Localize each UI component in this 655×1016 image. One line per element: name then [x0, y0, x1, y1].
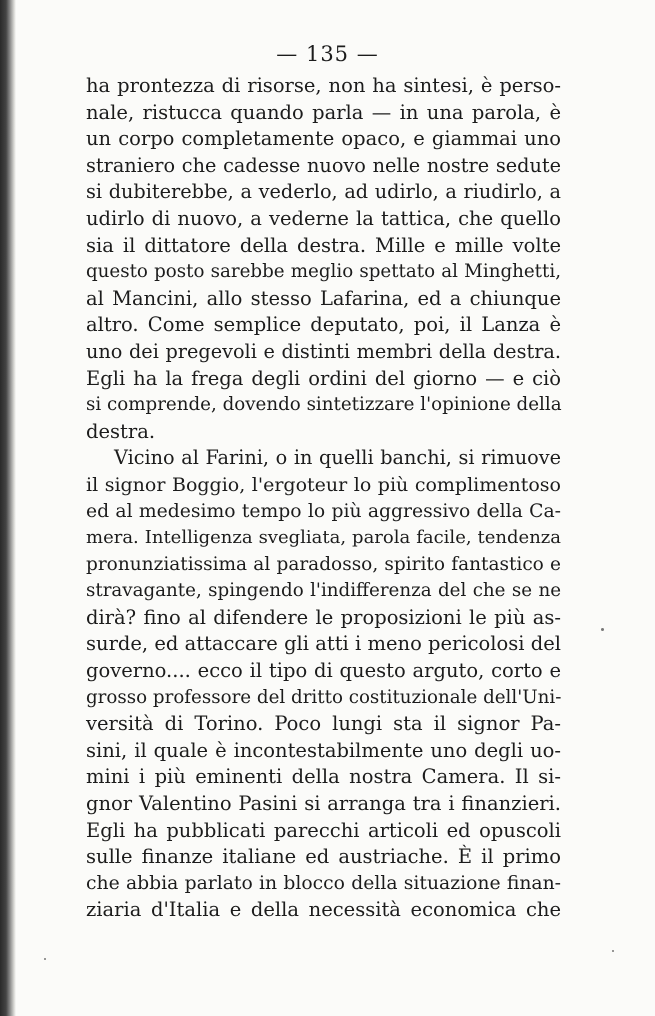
text-line: al Mancini, allo stesso Lafarina, ed a chiunque — [86, 286, 561, 310]
text-line: dirà? fino al difendere le proposizioni le più as- — [86, 605, 561, 629]
paper-speck — [612, 950, 614, 952]
text-line: pronunziatissima al paradosso, spirito fantastico e — [86, 553, 561, 575]
text-line: Egli ha la frega degli ordini del giorno — e ciò — [86, 366, 561, 390]
text-line: ha prontezza di risorse, non ha sintesi, è perso- — [86, 74, 561, 97]
text-line: questo posto sarebbe meglio spettato al Minghetti, — [86, 261, 561, 283]
text-line: il signor Boggio, l'ergoteur lo più complimentoso — [86, 473, 561, 496]
text-line: straniero che cadesse nuovo nelle nostre sedute — [86, 153, 561, 177]
text-line: sia il dittatore della destra. Mille e mille volte — [86, 233, 561, 257]
text-line: che abbia parlato in blocco della situazione finan- — [86, 872, 561, 894]
paragraph-start-line: Vicino al Farini, o in quelli banchi, si rimuove — [114, 446, 561, 470]
text-line: Egli ha pubblicati parecchi articoli ed opuscoli — [86, 818, 561, 842]
text-line: versità di Torino. Poco lungi sta il signor Pa- — [86, 712, 561, 736]
binding-edge — [0, 0, 16, 1016]
paper-speck — [44, 958, 46, 960]
text-line: si dubiterebbe, a vederlo, ad udirlo, a riudirlo, a — [86, 180, 561, 204]
text-line: si comprende, dovendo sintetizzare l'opinione della — [86, 394, 562, 416]
text-line: governo.... ecco il tipo di questo arguto, corto e — [86, 659, 561, 683]
text-line: sulle finanze italiane ed austriache. È il primo — [86, 845, 561, 869]
text-line: gnor Valentino Pasini si arranga tra i finanzieri. — [86, 792, 561, 816]
paper-speck — [601, 628, 604, 631]
text-line: stravagante, spingendo l'indifferenza del che se ne — [86, 580, 561, 602]
text-line: sini, il quale è incontestabilmente uno degli uo- — [86, 738, 561, 762]
text-line: mini i più eminenti della nostra Camera. Il si- — [86, 765, 561, 789]
text-line: altro. Come semplice deputato, poi, il Lanza è — [86, 313, 561, 337]
text-line: ziaria d'Italia e della necessità economica che — [86, 898, 561, 922]
text-line: uno dei pregevoli e distinti membri della destra. — [86, 339, 561, 363]
text-line: nale, ristucca quando parla — in una parola, è — [86, 100, 561, 124]
paragraph-end-line: destra. — [86, 419, 156, 443]
text-line: udirlo di nuovo, a vederne la tattica, che quello — [86, 206, 561, 230]
text-line: un corpo completamente opaco, e giammai uno — [86, 127, 561, 151]
body-text — [86, 73, 561, 924]
text-line: ed al medesimo tempo lo più aggressivo della Ca- — [86, 500, 561, 522]
page-number: — 135 — — [276, 42, 379, 66]
text-line: surde, ed attaccare gli atti i meno pericolosi del — [86, 632, 561, 656]
text-line: grosso professore del dritto costituzionale dell'Uni- — [86, 686, 562, 708]
text-line: mera. Intelligenza svegliata, parola facile, tendenza — [86, 527, 561, 549]
